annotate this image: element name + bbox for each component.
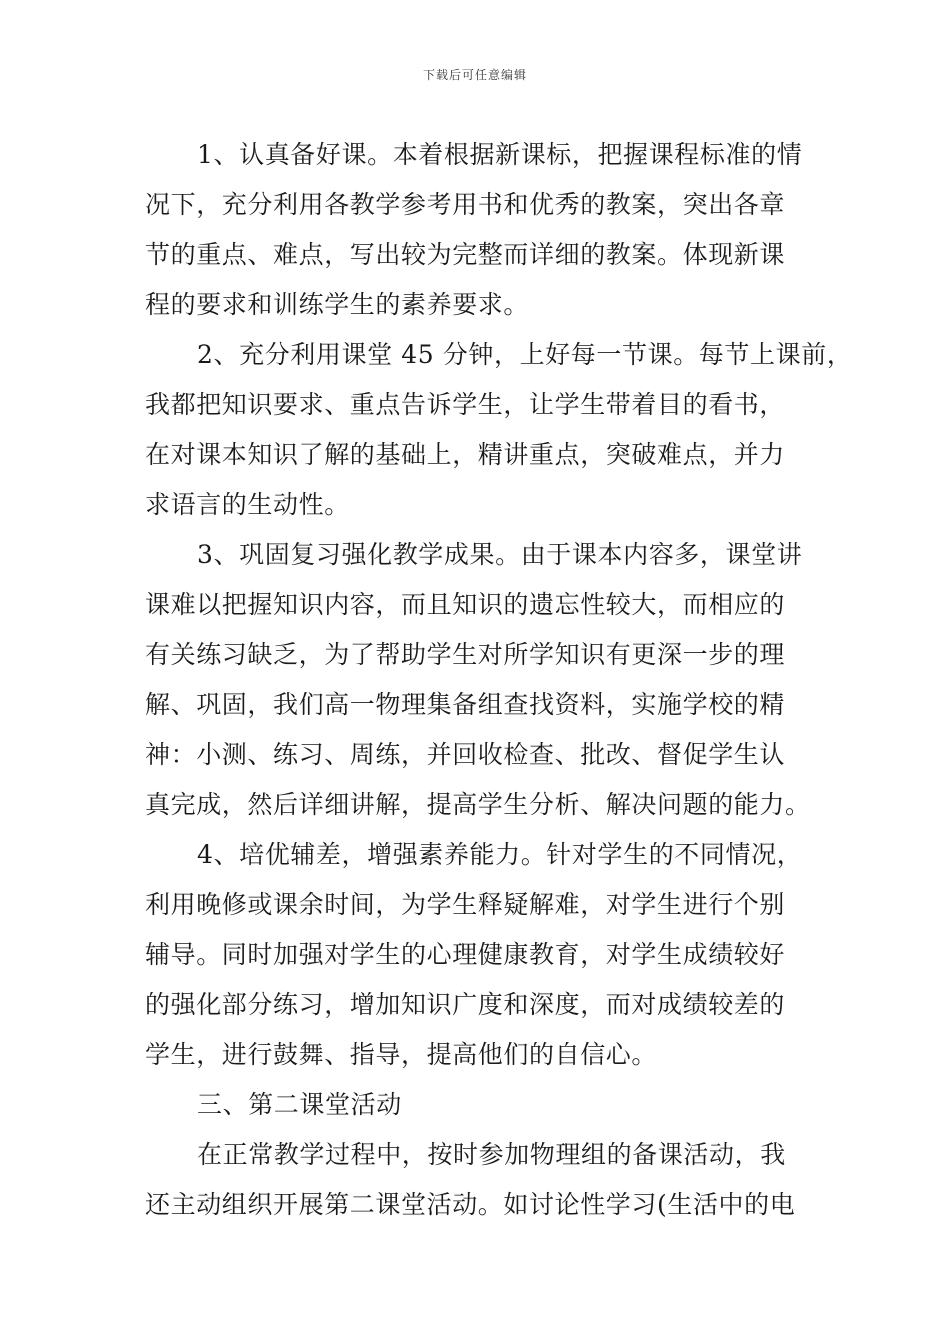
text-line: 2、充分利用课堂 45 分钟，上好每一节课。每节上课前， (197, 340, 853, 369)
text-line: 利用晚修或课余时间，为学生释疑解难，对学生进行个别 (145, 890, 786, 919)
page-header-note: 下载后可任意编辑 (422, 68, 527, 82)
document-body (145, 130, 853, 1230)
text-line: 还主动组织开展第二课堂活动。如讨论性学习(生活中的电 (145, 1190, 796, 1219)
text-line: 神：小测、练习、周练，并回收检查、批改、督促学生认 (145, 740, 786, 769)
text-line: 1、认真备好课。本着根据新课标，把握课程标准的情 (197, 140, 803, 169)
text-line: 有关练习缺乏，为了帮助学生对所学知识有更深一步的理 (145, 640, 786, 669)
text-line: 学生，进行鼓舞、指导，提高他们的自信心。 (145, 1040, 658, 1069)
text-line: 况下，充分利用各教学参考用书和优秀的教案，突出各章 (145, 190, 786, 219)
text-line: 课难以把握知识内容，而且知识的遗忘性较大，而相应的 (145, 590, 786, 619)
text-line: 3、巩固复习强化教学成果。由于课本内容多，课堂讲 (197, 540, 803, 569)
text-line: 在对课本知识了解的基础上，精讲重点，突破难点，并力 (145, 440, 786, 469)
text-line: 4、培优辅差，增强素养能力。针对学生的不同情况， (197, 840, 803, 869)
text-line: 的强化部分练习，增加知识广度和深度，而对成绩较差的 (145, 990, 786, 1019)
section-heading: 三、第二课堂活动 (197, 1090, 402, 1119)
text-line: 在正常教学过程中，按时参加物理组的备课活动，我 (197, 1140, 786, 1169)
text-line: 真完成，然后详细讲解，提高学生分析、解决问题的能力。 (145, 790, 811, 819)
text-line: 我都把知识要求、重点告诉学生，让学生带着目的看书， (145, 390, 786, 419)
text-line: 求语言的生动性。 (145, 490, 350, 519)
text-line: 辅导。同时加强对学生的心理健康教育，对学生成绩较好 (145, 940, 786, 969)
text-line: 解、巩固，我们高一物理集备组查找资料，实施学校的精 (145, 690, 786, 719)
text-line: 程的要求和训练学生的素养要求。 (145, 290, 530, 319)
text-line: 节的重点、难点，写出较为完整而详细的教案。体现新课 (145, 240, 786, 269)
